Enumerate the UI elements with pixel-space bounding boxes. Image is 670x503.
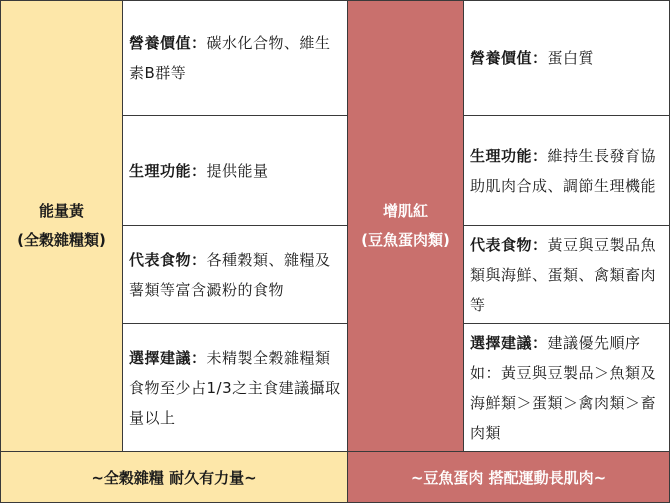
left-footer-slogan: ~全穀雜糧 耐久有力量~: [1, 452, 348, 502]
right-foods-cell: [464, 226, 669, 324]
row-text: 維持生長發育協助肌肉合成、調節生理機能: [470, 146, 657, 195]
row-label: 生理功能：: [470, 146, 548, 165]
left-nutrition-value-cell: [123, 1, 348, 116]
category-subtitle: (豆魚蛋肉類): [361, 231, 450, 249]
row-text: 蛋白質: [547, 49, 595, 67]
category-subtitle: (全穀雜糧類): [17, 231, 106, 249]
row-label: 選擇建議：: [129, 348, 207, 367]
row-label: 營養價值：: [129, 34, 207, 52]
right-function-cell: [464, 116, 669, 226]
row-text: 各種穀類、雜糧及薯類等富含澱粉的食物: [129, 250, 331, 299]
row-text: 未精製全穀雜糧類食物至少占1/3之主食建議攝取量以上: [129, 348, 341, 427]
left-function-cell: [123, 116, 348, 226]
nutrition-grid: [1, 1, 669, 502]
category-title: 增肌紅: [382, 202, 428, 220]
row-label: 營養價值：: [470, 49, 548, 67]
right-nutrition-value-cell: [464, 1, 669, 116]
category-title: 能量黃: [38, 202, 84, 220]
row-text: 提供能量: [206, 161, 269, 180]
row-text: 建議優先順序如：黃豆與豆製品＞魚類及海鮮類＞蛋類＞禽肉類＞畜肉類: [470, 333, 657, 442]
row-label: 選擇建議：: [470, 333, 548, 352]
category-muscle-red: [348, 1, 464, 452]
row-label: 生理功能：: [129, 161, 207, 180]
row-text: 碳水化合物、維生素B群等: [129, 34, 331, 82]
row-text: 黃豆與豆製品魚類與海鮮、蛋類、禽類畜肉等: [470, 235, 657, 314]
left-foods-cell: [123, 226, 348, 324]
right-footer-slogan: ~豆魚蛋肉 搭配運動長肌肉~: [348, 452, 669, 502]
category-energy-yellow: [1, 1, 123, 452]
row-label: 代表食物：: [470, 235, 548, 254]
row-label: 代表食物：: [129, 250, 207, 269]
left-suggestion-cell: [123, 324, 348, 452]
right-suggestion-cell: [464, 324, 669, 452]
